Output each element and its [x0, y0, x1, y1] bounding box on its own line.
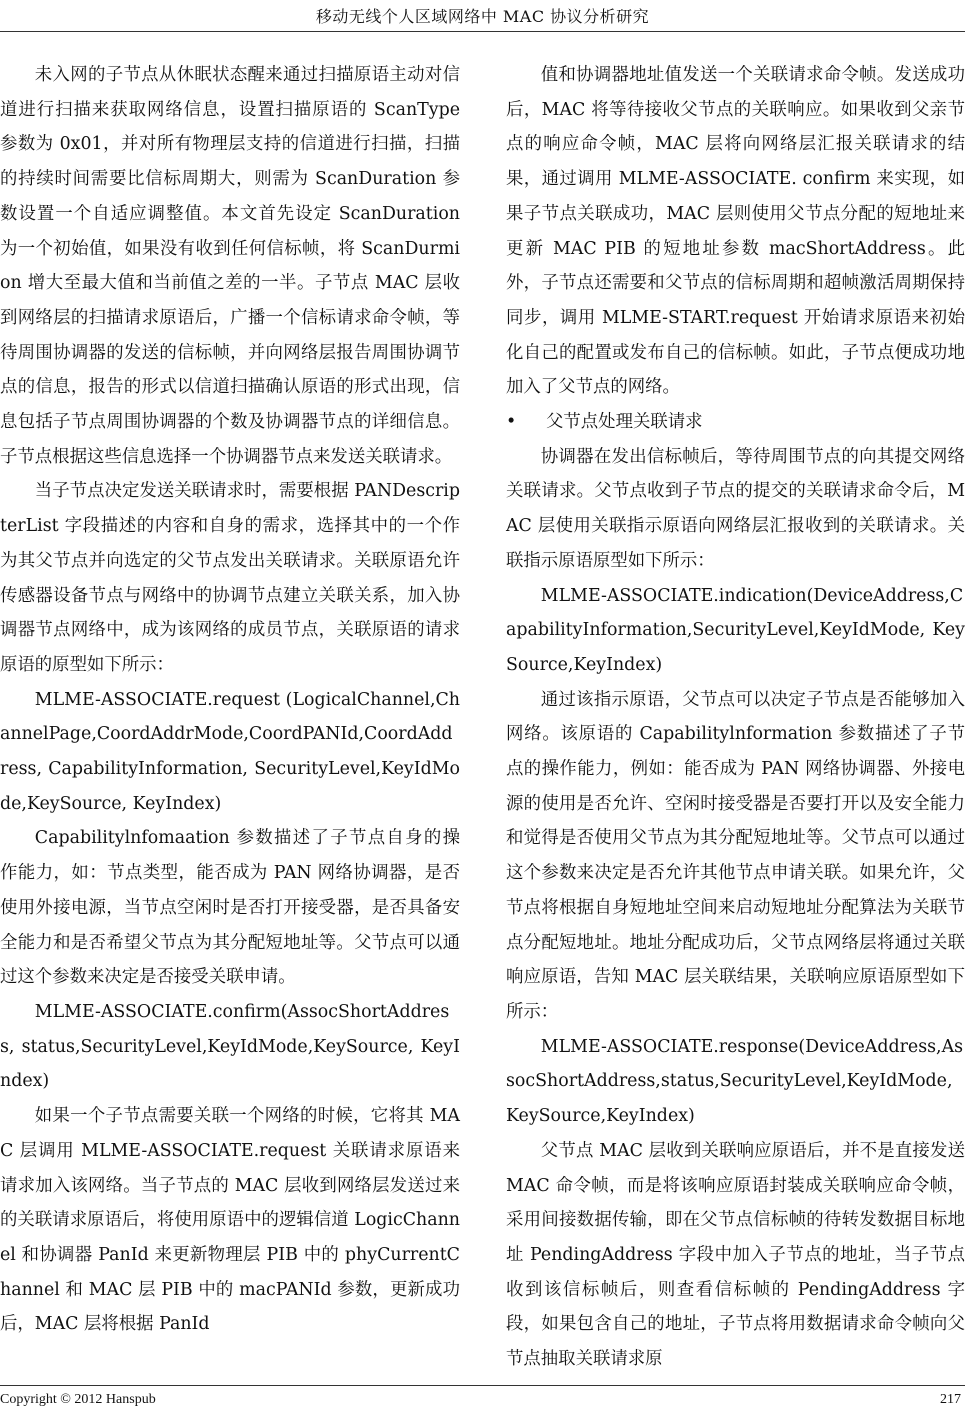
paragraph: 未入网的子节点从休眠状态醒来通过扫描原语主动对信道进行扫描来获取网络信息，设置扫描原语的 ScanType 参数为 0x01，并对所有物理层支持的信道进行扫描，扫描的持续时间需要比信标周期大，则需为 ScanDuration 参数设置一个自适应调整值。本文首先设定 ScanDuration 为一个初始值，如果没有收到任何信标帧，将 ScanDurmion 增大至最大值和当前值之差的一半。子节点 MAC 层收到网络层的扫描请求原语后，广播一个信标请求命令帧，等待周围协调器的发送的信标帧，并向网络层报告周围协调节点的信息，报告的形式以信道扫描确认原语的形式出现，信息包括子节点周围协调器的个数及协调器节点的详细信息。子节点根据这些信息选择一个协调器节点来发送关联请求。 — [0, 65, 460, 467]
footer-copyright: Copyright © 2012 Hanspub — [0, 1392, 156, 1407]
left-column — [0, 58, 460, 1358]
running-title: 移动无线个人区域网络中 MAC 协议分析研究 — [315, 7, 650, 26]
right-column — [506, 58, 965, 1370]
paragraph: 当子节点决定发送关联请求时，需要根据 PANDescripterList 字段描述的内容和自身的需求，选择其中的一个作为其父节点并向选定的父节点发出关联请求。关联原语允许传感器设备节点与网络中的协调节点建立关联关系，加入协调器节点网络中，成为该网络的成员节点，关联原语的请求原语的原型如下所示： — [0, 481, 460, 675]
primitive-prototype: MLME-ASSOCIATE.indication(DeviceAddress,CapabilityInformation,SecurityLevel,KeyIdMode, KeySource,KeyIndex) — [506, 585, 965, 675]
paragraph: 父节点 MAC 层收到关联响应原语后，并不是直接发送 MAC 命令帧，而是将该响应原语封装成关联响应命令帧，采用间接数据传输，即在父节点信标帧的待转发数据目标地址 PendingAddress 字段中加入子节点的地址，当子节点收到该信标帧后，则查看信标帧的 PendingAddress 字段，如果包含自己的地址，子节点将用数据请求命令帧向父节点抽取关联请求原 — [506, 1140, 965, 1370]
paragraph: 通过该指示原语，父节点可以决定子节点是否能够加入网络。该原语的 Capabilitylnformation 参数描述了子节点的操作能力，例如：能否成为 PAN 网络协调器、外接电源的使用是否允许、空闲时接受器是否要打开以及安全能力和觉得是否使用父节点为其分配短地址等。父节点可以通过这个参数来决定是否允许其他节点申请关联。如果允许，父节点将根据自身短地址空间来启动短地址分配算法为关联节点分配短地址。地址分配成功后，父节点网络层将通过关联响应原语，告知 MAC 层关联结果，关联响应原语原型如下所示： — [506, 689, 965, 1022]
page-number: 217 — [940, 1392, 961, 1407]
bullet-dot-icon: • — [506, 412, 517, 433]
paragraph: 如果一个子节点需要关联一个网络的时候，它将其 MAC 层调用 MLME-ASSOCIATE.request 关联请求原语来请求加入该网络。当子节点的 MAC 层收到网络层发送过来的关联请求原语后，将使用原语中的逻辑信道 LogicChannel 和协调器 PanId 来更新物理层 PIB 中的 phyCurrentChannel 和 MAC 层 PIB 中的 macPANId 参数，更新成功后，MAC 层将根据 PanId — [0, 1106, 460, 1335]
primitive-prototype: MLME-ASSOCIATE.request (LogicalChannel,ChannelPage,CoordAddrMode,CoordPANId,CoordAddress, CapabilityInformation, SecurityLevel,KeyIdMode,KeySource, KeyIndex) — [0, 689, 460, 814]
footer-rule — [0, 1385, 965, 1386]
paragraph: 值和协调器地址值发送一个关联请求命令帧。发送成功后，MAC 将等待接收父节点的关联响应。如果收到父亲节点的响应命令帧，MAC 层将向网络层汇报关联请求的结果，通过调用 MLME-ASSOCIATE. confirm 来实现，如果子节点关联成功，MAC 层则使用父节点分配的短地址来更新 MAC PIB 的短地址参数 macShortAddress。此外，子节点还需要和父节点的信标周期和超帧激活周期保持同步，调用 MLME-START.request 开始请求原语来初始化自己的配置或发布自己的信标帧。如此，子节点便成功地加入了父节点的网络。 — [506, 65, 965, 398]
primitive-prototype: MLME-ASSOCIATE.response(DeviceAddress,AssocShortAddress,status,SecurityLevel,KeyIdMode, KeySource,KeyIndex) — [506, 1036, 964, 1127]
primitive-prototype: MLME-ASSOCIATE.confirm(AssocShortAddress, status,SecurityLevel,KeyIdMode,KeySource, KeyIndex) — [0, 1001, 460, 1092]
paragraph: Capabilitylnfomaation 参数描述了子节点自身的操作能力，如：节点类型，能否成为 PAN 网络协调器，是否使用外接电源，当节点空闲时是否打开接受器，是否具备安全能力和是否希望父节点为其分配短地址等。父节点可以通过这个参数来决定是否接受关联申请。 — [0, 828, 460, 988]
bullet-item — [506, 405, 965, 440]
paragraph: 协调器在发出信标帧后，等待周围节点的向其提交网络关联请求。父节点收到子节点的提交的关联请求命令后，MAC 层使用关联指示原语向网络层汇报收到的关联请求。关联指示原语原型如下所示： — [506, 446, 965, 571]
bullet-item-label: 父节点处理关联请求 — [546, 412, 703, 433]
header-rule — [0, 31, 965, 32]
